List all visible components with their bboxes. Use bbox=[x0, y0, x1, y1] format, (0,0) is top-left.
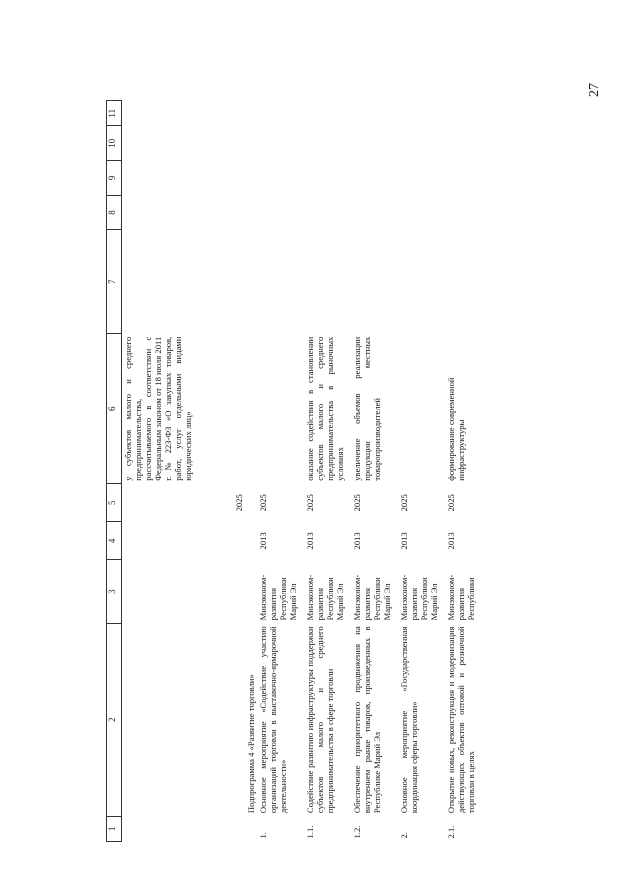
row-result: у субъектов малого и среднего предпринимательства, рассчитываемого в соответствии с Федеральным законом от 18 июля 2011 г. № 223-ФЗ «О закупках товаров, работ, услуг отдельными видами юридических лиц» bbox=[123, 336, 193, 481]
table-row bbox=[257, 101, 299, 842]
row-start-year: 2013 bbox=[305, 532, 315, 550]
table-row bbox=[245, 101, 257, 842]
row-name: Основное мероприятие «Государственная координация сферы торговли» bbox=[399, 626, 419, 814]
row-name: Открытие новых, реконструкция и модернизация действующих объектов оптовой и розничной торговли в целях bbox=[446, 626, 476, 814]
row-number bbox=[245, 816, 257, 841]
row-start-year: 2013 bbox=[399, 532, 409, 550]
row-number bbox=[122, 816, 246, 841]
row-number: 1.1. bbox=[305, 825, 315, 839]
row-number: 2.1. bbox=[446, 825, 456, 839]
row-end-year: 2025 bbox=[399, 494, 409, 512]
header-cell: 2 bbox=[107, 623, 122, 816]
table-row bbox=[440, 101, 477, 842]
row-end-year: 2025 bbox=[234, 494, 244, 512]
row-executor: Минэконом-развития Республики Марий Эл bbox=[352, 574, 392, 621]
table-row bbox=[393, 101, 440, 842]
row-name bbox=[122, 623, 246, 816]
page-number: 27 bbox=[587, 83, 602, 97]
subprogram-title: Подпрограмма 4 «Развитие торговли» bbox=[246, 674, 256, 814]
row-end-year: 2025 bbox=[258, 494, 268, 512]
rotated-table-container bbox=[106, 100, 619, 842]
header-cell: 3 bbox=[107, 560, 122, 623]
header-cell: 5 bbox=[107, 484, 122, 522]
row-executor: Минэконом-развития Республики bbox=[446, 574, 476, 621]
row-end-year: 2025 bbox=[352, 494, 362, 512]
table-row bbox=[299, 101, 346, 842]
row-number: 1. bbox=[258, 832, 268, 839]
row-executor bbox=[122, 560, 246, 623]
header-cell: 4 bbox=[107, 522, 122, 560]
row-name: Обеспечение приоритетного продвижения на внутреннем рынке товаров, произведенных в Республике Марий Эл bbox=[352, 626, 382, 814]
header-cell: 6 bbox=[107, 334, 122, 484]
row-name: Содействие развитию инфраструктуры поддержки субъектов малого и среднего предпринимательства в сфере торговли bbox=[305, 626, 335, 814]
row-start-year: 2013 bbox=[446, 532, 456, 550]
row-number: 1.2. bbox=[352, 825, 362, 839]
header-cell: 9 bbox=[107, 161, 122, 196]
row-result: оказание содействия в становлении субъектов малого и среднего предпринимательства в рыночных условиях bbox=[305, 336, 345, 481]
row-result: увеличение объемов реализации продукции местных товаропроизводителей bbox=[352, 336, 382, 481]
row-number: 2. bbox=[399, 832, 409, 839]
header-cell: 8 bbox=[107, 195, 122, 230]
program-table bbox=[106, 100, 477, 842]
row-result: формирование современной инфраструктуры bbox=[446, 377, 466, 481]
row-executor: Минэконом-развития Республики Марий Эл bbox=[305, 574, 345, 621]
table-row bbox=[122, 101, 246, 842]
row-executor: Минэконом-развития Республики Марий Эл bbox=[399, 574, 439, 621]
row-start-year: 2013 bbox=[258, 532, 268, 550]
row-end-year: 2025 bbox=[446, 494, 456, 512]
row-end-year: 2025 bbox=[305, 494, 315, 512]
header-row bbox=[107, 101, 122, 842]
row-result bbox=[393, 334, 440, 484]
header-cell: 11 bbox=[107, 101, 122, 126]
row-executor: Минэконом-развития Республики Марий Эл bbox=[258, 574, 298, 621]
row-start-year bbox=[122, 522, 246, 560]
row-name: Основное мероприятие «Содействие участию организаций торговли в выставочно-ярмарочной деятельности» bbox=[258, 626, 288, 814]
row-result bbox=[257, 334, 299, 484]
table-row bbox=[346, 101, 393, 842]
header-cell: 1 bbox=[107, 816, 122, 841]
header-cell: 10 bbox=[107, 126, 122, 161]
header-cell: 7 bbox=[107, 230, 122, 334]
row-start-year: 2013 bbox=[352, 532, 362, 550]
